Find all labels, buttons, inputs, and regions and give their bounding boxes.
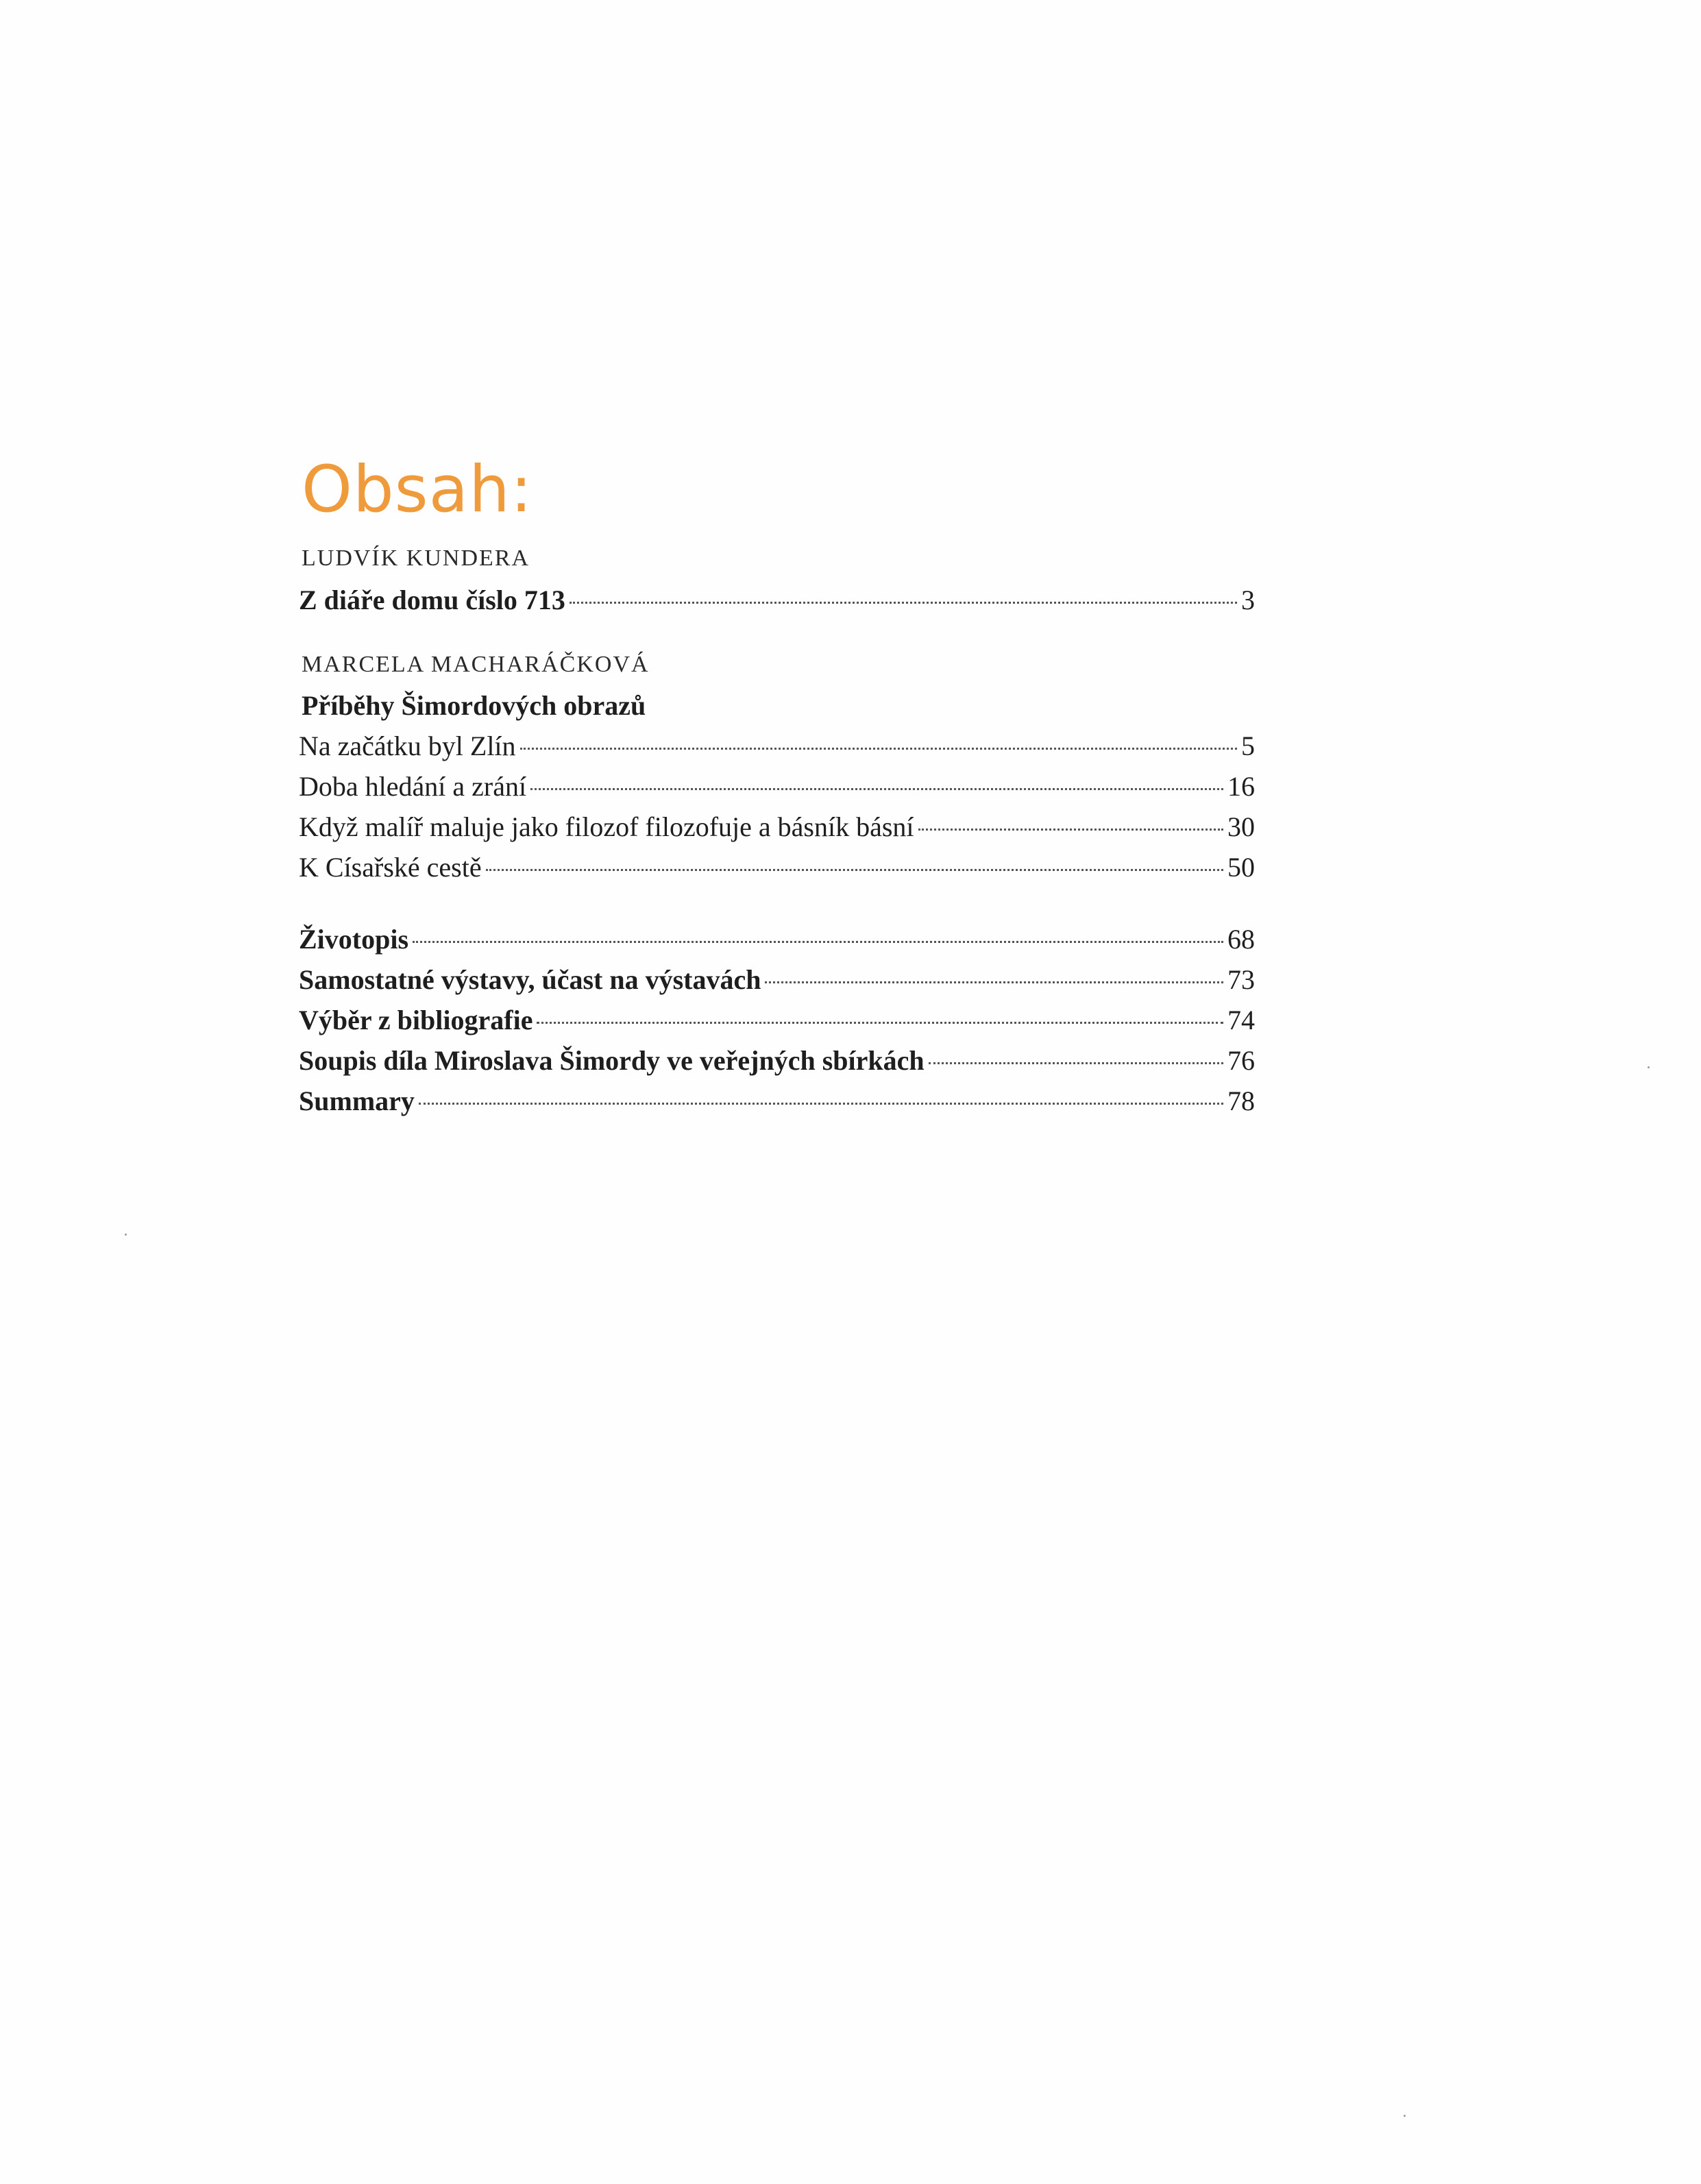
toc-entry-page: 78 — [1227, 1085, 1255, 1116]
toc-entry-page: 76 — [1227, 1045, 1255, 1076]
toc-entry[interactable] — [299, 1000, 1255, 1040]
table-of-contents — [299, 452, 1255, 1121]
toc-entry[interactable] — [299, 1081, 1255, 1121]
toc-entry-label: Doba hledání a zrání — [299, 771, 527, 802]
toc-entry-label: Z diáře domu číslo 713 — [299, 585, 565, 615]
dot-leader — [765, 981, 1223, 983]
dot-leader — [486, 869, 1223, 871]
toc-entry[interactable] — [299, 580, 1255, 620]
scan-speck — [1648, 1066, 1650, 1068]
dot-leader — [419, 1103, 1223, 1105]
spacer — [299, 887, 1255, 919]
dot-leader — [413, 941, 1223, 943]
toc-entry-page: 3 — [1241, 585, 1255, 615]
section-title: Příběhy Šimordových obrazů — [302, 690, 646, 721]
dot-leader — [537, 1022, 1223, 1024]
toc-entry-page: 74 — [1227, 1005, 1255, 1035]
scan-speck — [1404, 2115, 1406, 2117]
toc-entry-label: Výběr z bibliografie — [299, 1005, 533, 1035]
toc-entry[interactable] — [299, 807, 1255, 847]
toc-entry-label: Summary — [299, 1085, 415, 1116]
toc-entry-page: 5 — [1241, 731, 1255, 761]
author-name: LUDVÍK KUNDERA — [302, 545, 530, 571]
toc-entry-label: K Císařské cestě — [299, 852, 482, 883]
dot-leader — [530, 788, 1223, 790]
dot-leader — [520, 748, 1237, 750]
toc-entry-page: 16 — [1227, 771, 1255, 802]
author-name: MARCELA MACHARÁČKOVÁ — [302, 652, 650, 677]
scan-speck — [125, 1234, 127, 1236]
toc-entry[interactable] — [299, 959, 1255, 1000]
toc-entry-label: Samostatné výstavy, účast na výstavách — [299, 964, 761, 995]
spacer — [299, 620, 1255, 648]
toc-entry-label: Když malíř maluje jako filozof filozofuje a básník básní — [299, 811, 914, 842]
toc-entry-label: Životopis — [299, 924, 409, 955]
toc-entry-label: Soupis díla Miroslava Šimordy ve veřejných sbírkách — [299, 1045, 925, 1076]
toc-entry[interactable] — [299, 919, 1255, 959]
dot-leader — [570, 602, 1237, 604]
toc-entry[interactable] — [299, 726, 1255, 766]
toc-entry[interactable] — [299, 1040, 1255, 1081]
toc-entry[interactable] — [299, 766, 1255, 807]
dot-leader — [918, 829, 1224, 831]
toc-entry-page: 50 — [1227, 852, 1255, 883]
toc-entry[interactable] — [299, 847, 1255, 887]
toc-heading: Obsah: — [302, 452, 533, 527]
toc-entry-page: 68 — [1227, 924, 1255, 955]
dot-leader — [929, 1062, 1223, 1064]
toc-entry-label: Na začátku byl Zlín — [299, 731, 516, 761]
toc-entry-page: 30 — [1227, 811, 1255, 842]
toc-entry-page: 73 — [1227, 964, 1255, 995]
